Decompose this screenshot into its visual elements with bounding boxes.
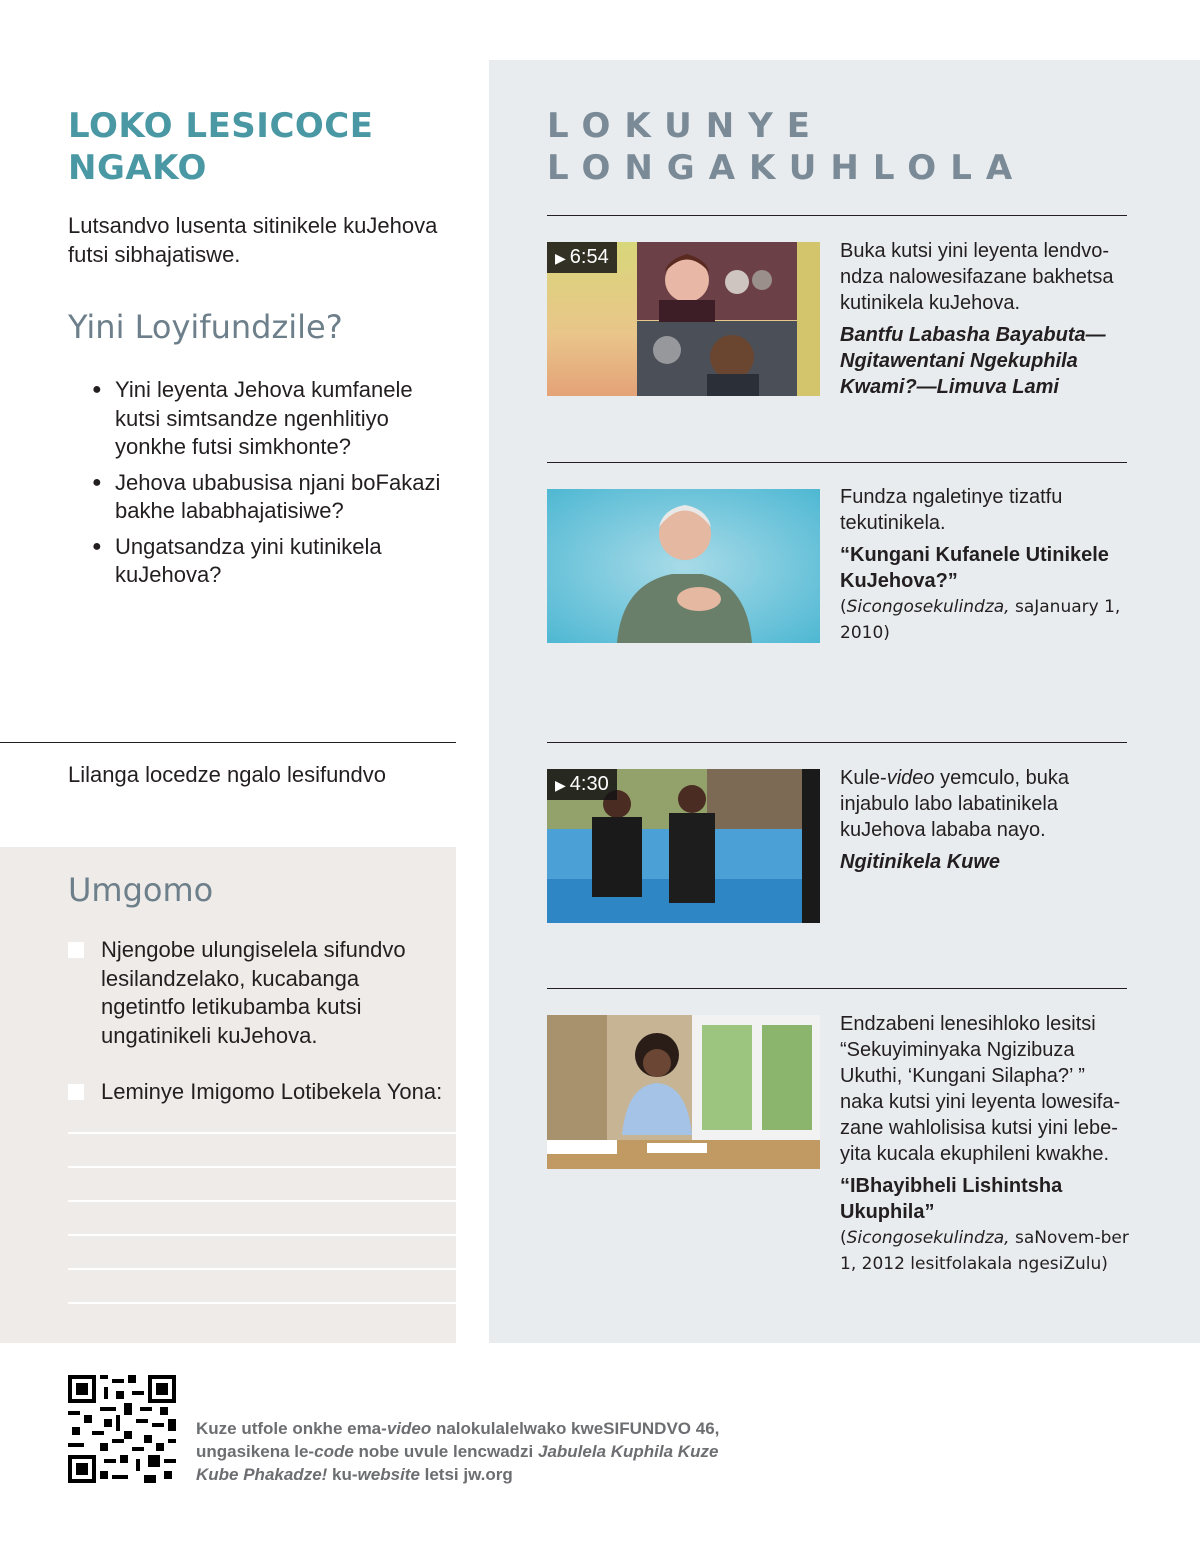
summary-title: LOKO LESICOCE NGAKO <box>68 106 374 188</box>
resource-source: (Sicongosekulindza, saJanuary 1, 2010) <box>840 597 1121 643</box>
resource-title[interactable]: “Kungani Kufanele Utinikele KuJehova?” <box>840 544 1109 592</box>
goal-write-line[interactable] <box>68 1200 456 1202</box>
bullet-icon: ● <box>92 381 102 398</box>
review-question: ● Ungatsandza yini kutinikela kuJehova? <box>92 533 382 587</box>
goal-write-line[interactable] <box>68 1132 456 1134</box>
divider <box>0 742 456 743</box>
summary-text: Lutsandvo lusenta sitinikele kuJehova futsi sibhajatiswe. <box>68 213 438 267</box>
review-question: ● Jehova ubabusisa njani boFakazi bakhe lababhajatisiwe? <box>92 469 441 523</box>
article-thumbnail[interactable] <box>547 489 820 643</box>
resource-title[interactable]: Bantfu Labasha Bayabuta—Ngitawentani Ngekuphila Kwami?—Limuva Lami <box>840 324 1106 398</box>
footer-note: Kuze utfole onkhe ema-video nalokulalelwako kweSIFUNDVO 46, ungasikena le-code nobe uvule lencwadzi Jabulela Kuphila Kuze Kube Phakadze! ku-website letsi jw.org <box>196 1419 720 1484</box>
article-thumbnail-image <box>547 489 820 643</box>
goal-item[interactable]: Njengobe ulungiselela sifundvo lesilandzelako, kucabanga ngetintfo letikubamba kutsi ungatinikeli kuJehova. <box>68 936 448 1050</box>
review-questions <box>92 376 462 597</box>
video-duration: ▶ 6:54 <box>547 242 617 273</box>
article-thumbnail[interactable] <box>547 1015 820 1169</box>
goal-write-line[interactable] <box>68 1268 456 1270</box>
resource-description: Kule-video yemculo, buka injabulo labo labatinikela kuJehova lababa nayo. <box>840 767 1070 841</box>
goal-item[interactable]: Leminye Imigomo Lotibekela Yona: <box>68 1078 448 1107</box>
divider <box>547 462 1127 463</box>
goal-checkbox[interactable] <box>68 1084 84 1100</box>
resource-text <box>840 484 1130 646</box>
divider <box>547 988 1127 989</box>
goal-title: Umgomo <box>68 871 214 909</box>
video-thumbnail[interactable] <box>547 242 820 396</box>
resource-text <box>840 1011 1130 1277</box>
goal-write-line[interactable] <box>68 1302 456 1304</box>
resource-description: Endzabeni lenesihloko lesitsi “Sekuyiminyaka Ngizibuza Ukuthi, ‘Kungani Silapha?’ ” naka kutsi yini leyenta lowesifa-zane wahlolisisa kutsi yini lebe-yita kucala ekuphileni kwakhe. <box>840 1013 1121 1165</box>
resource-title[interactable]: Ngitinikela Kuwe <box>840 851 1001 873</box>
more-title: LOKUNYE LONGAKUHLOLA <box>547 106 1027 188</box>
review-question: ● Yini leyenta Jehova kumfanele kutsi simtsandze ngenhlitiyo yonkhe futsi simkhonte? <box>92 377 413 459</box>
bullet-icon: ● <box>92 473 102 491</box>
resource-text <box>840 238 1130 400</box>
date-completed-label: Lilanga locedze ngalo lesifundvo <box>68 762 387 787</box>
video-duration: ▶ 4:30 <box>547 769 617 800</box>
qr-code-icon[interactable] <box>68 1375 176 1483</box>
goal-write-line[interactable] <box>68 1234 456 1236</box>
resource-text <box>840 765 1130 875</box>
review-title: Yini Loyifundzile? <box>68 308 343 346</box>
video-thumbnail[interactable] <box>547 769 820 923</box>
resource-title[interactable]: “IBhayibheli Lishintsha Ukuphila” <box>840 1175 1063 1223</box>
resource-description: Fundza ngaletinye tizatfu tekutinikela. <box>840 486 1063 534</box>
divider <box>547 742 1127 743</box>
divider <box>547 215 1127 216</box>
goal-checkbox[interactable] <box>68 942 84 958</box>
play-icon: ▶ <box>555 250 566 266</box>
resource-description: Buka kutsi yini leyenta lendvo-ndza nalowesifazane bakhetsa kutinikela kuJehova. <box>840 240 1114 314</box>
article-thumbnail-image <box>547 1015 820 1169</box>
goal-write-line[interactable] <box>68 1166 456 1168</box>
bullet-icon: ● <box>92 537 102 555</box>
resource-source: (Sicongosekulindza, saNovem-ber 1, 2012 lesitfolakala ngesiZulu) <box>840 1228 1129 1274</box>
play-icon: ▶ <box>555 777 566 793</box>
